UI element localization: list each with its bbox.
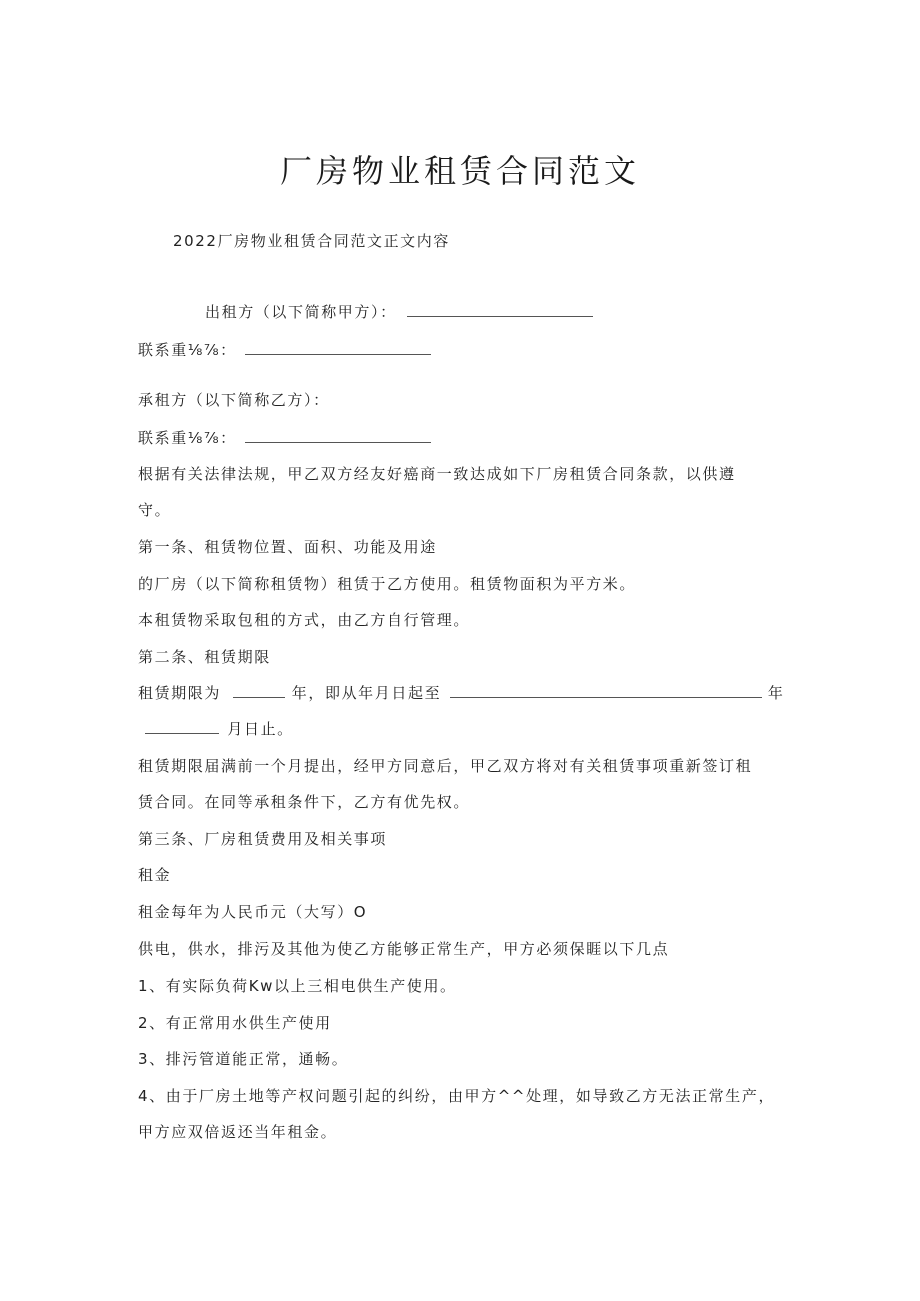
article-2-heading: 第二条、租赁期限 — [138, 648, 271, 666]
term-years-blank — [233, 683, 285, 698]
article-1-text-1: 的厂房（以下简称租赁物）租赁于乙方使用。租赁物面积为平方米。 — [138, 575, 637, 593]
term-label-1: 租赁期限为 — [138, 684, 222, 702]
renew-line-1: 租赁期限届满前一个月提出，经甲方同意后，甲乙双方将对有关租赁事项重新签订租 — [138, 757, 753, 775]
utilities-line: 供电，供水，排污及其他为使乙方能够正常生产，甲方必须保睚以下几点 — [138, 940, 670, 958]
list-item-4-line-2: 甲方应双倍返还当年租金。 — [138, 1123, 338, 1141]
rent-heading: 租金 — [138, 866, 172, 884]
intro-line-1: 根据有关法律法规，甲乙双方经友好癌商一致达成如下厂房租赁合同条款，以供遵 — [138, 465, 736, 483]
lessee-line: 承租方（以下简称乙方）： — [138, 391, 330, 409]
list-item-4-line-1: 4、由于厂房土地等产权问题引起的纠纷，由甲方^^处理，如导致乙方无法正常生产， — [138, 1087, 776, 1105]
term-label-2: 年，即从年月日起至 — [291, 684, 442, 702]
contact-blank-1 — [245, 340, 431, 355]
lessor-line — [205, 302, 593, 322]
article-3-heading: 第三条、厂房租赁费用及相关事项 — [138, 830, 388, 848]
term-label-3: 年 — [767, 684, 785, 702]
contact-line-2 — [138, 428, 431, 448]
term-line-2 — [145, 719, 294, 739]
list-item-1: 1、有实际负荷Kw以上三相电供生产使用。 — [138, 977, 457, 995]
renew-line-2: 赁合同。在同等承租条件下，乙方有优先权。 — [138, 793, 471, 811]
list-item-2: 2、有正常用水供生产使用 — [138, 1014, 332, 1032]
contact-label-2: 联系重⅛⅞： — [138, 429, 237, 447]
article-1-heading: 第一条、租赁物位置、面积、功能及用途 — [138, 538, 437, 556]
list-item-3: 3、排污管道能正常，通畅。 — [138, 1050, 349, 1068]
lessor-blank — [407, 302, 593, 317]
document-title: 厂房物业租赁合同范文 — [279, 152, 640, 190]
term-label-4: 月日止。 — [227, 720, 294, 738]
article-1-text-2: 本租赁物采取包租的方式，由乙方自行管理。 — [138, 611, 471, 629]
term-line-1 — [138, 683, 785, 703]
rent-amount-line: 租金每年为人民币元（大写）O — [138, 903, 368, 921]
subtitle: 2022厂房物业租赁合同范文正文内容 — [173, 232, 450, 250]
contact-label-1: 联系重⅛⅞： — [138, 341, 237, 359]
term-end-blank — [450, 683, 762, 698]
lessor-label: 出租方（以下简称甲方）： — [205, 303, 397, 321]
contact-line-1 — [138, 340, 431, 360]
term-month-blank — [145, 719, 219, 734]
intro-line-2: 守。 — [138, 501, 172, 519]
contact-blank-2 — [245, 428, 431, 443]
